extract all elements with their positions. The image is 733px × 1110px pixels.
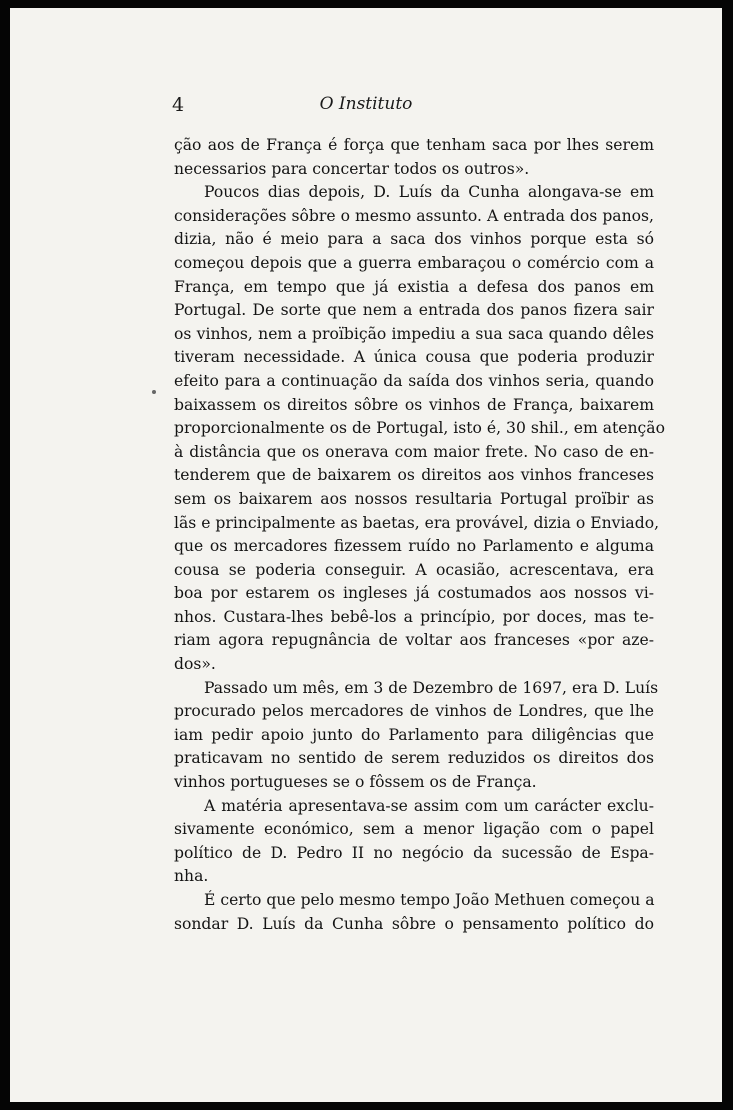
text-line: à distância que os onerava com maior frete. No caso de en- (174, 442, 654, 461)
text-line: dos». (174, 655, 216, 674)
text-line: nha. (174, 867, 209, 886)
text-line: começou depois que a guerra embaraçou o comércio com a (174, 253, 654, 272)
running-title: O Instituto (319, 94, 413, 114)
text-line: cousa se poderia conseguir. A ocasião, acrescentava, era (174, 560, 654, 579)
text-line: vinhos portugueses se o fôssem os de França. (174, 773, 537, 792)
page-header (10, 94, 722, 118)
text-line: sondar D. Luís da Cunha sôbre o pensamento político do (174, 914, 654, 933)
text-line: necessarios para concertar todos os outros». (174, 159, 530, 178)
page-number: 4 (172, 94, 185, 116)
text-line: Passado um mês, em 3 de Dezembro de 1697, era D. Luís (204, 678, 659, 697)
text-line: dizia, não é meio para a saca dos vinhos porque esta só (174, 230, 654, 249)
text-line: efeito para a continuação da saída dos vinhos seria, quando (174, 371, 654, 390)
text-line: Portugal. De sorte que nem a entrada dos panos fizera sair (174, 301, 654, 320)
text-line: sivamente económico, sem a menor ligação com o papel (174, 820, 654, 839)
body-text (174, 134, 665, 936)
text-line: França, em tempo que já existia a defesa dos panos em (174, 277, 654, 296)
text-line: os vinhos, nem a proïbição impediu a sua saca quando dêles (174, 324, 654, 343)
ink-spot (152, 390, 156, 394)
text-line: A matéria apresentava-se assim com um carácter exclu- (204, 796, 654, 815)
text-line: iam pedir apoio junto do Parlamento para diligências que (174, 725, 654, 744)
text-line: que os mercadores fizessem ruído no Parlamento e alguma (174, 537, 654, 556)
text-line: tiveram necessidade. A única cousa que poderia produzir (174, 348, 654, 367)
text-line: proporcionalmente os de Portugal, isto é, 30 shil., em atenção (174, 419, 665, 438)
text-line: ção aos de França é força que tenham saca por lhes serem (174, 136, 654, 154)
text-line: riam agora repugnância de voltar aos franceses «por aze- (174, 631, 654, 650)
text-line: procurado pelos mercadores de vinhos de Londres, que lhe (174, 702, 654, 721)
text-line: sem os baixarem aos nossos resultaria Portugal proïbir as (174, 489, 654, 508)
text-line: lãs e principalmente as baetas, era provável, dizia o Enviado, (174, 513, 660, 532)
text-line: baixassem os direitos sôbre os vinhos de França, baixarem (174, 395, 654, 414)
text-line: praticavam no sentido de serem reduzidos os direitos dos (174, 749, 654, 768)
text-line: boa por estarem os ingleses já costumados aos nossos vi- (174, 584, 654, 603)
book-page (10, 8, 722, 1102)
text-line: Poucos dias depois, D. Luís da Cunha alongava-se em (204, 183, 654, 202)
text-line: considerações sôbre o mesmo assunto. A entrada dos panos, (174, 206, 654, 225)
text-line: tenderem que de baixarem os direitos aos vinhos franceses (174, 466, 654, 485)
text-line: nhos. Custara-lhes bebê-los a princípio, por doces, mas te- (174, 607, 654, 626)
text-line: É certo que pelo mesmo tempo João Methuen começou a (204, 891, 655, 909)
text-line: político de D. Pedro II no negócio da sucessão de Espa- (174, 843, 654, 862)
